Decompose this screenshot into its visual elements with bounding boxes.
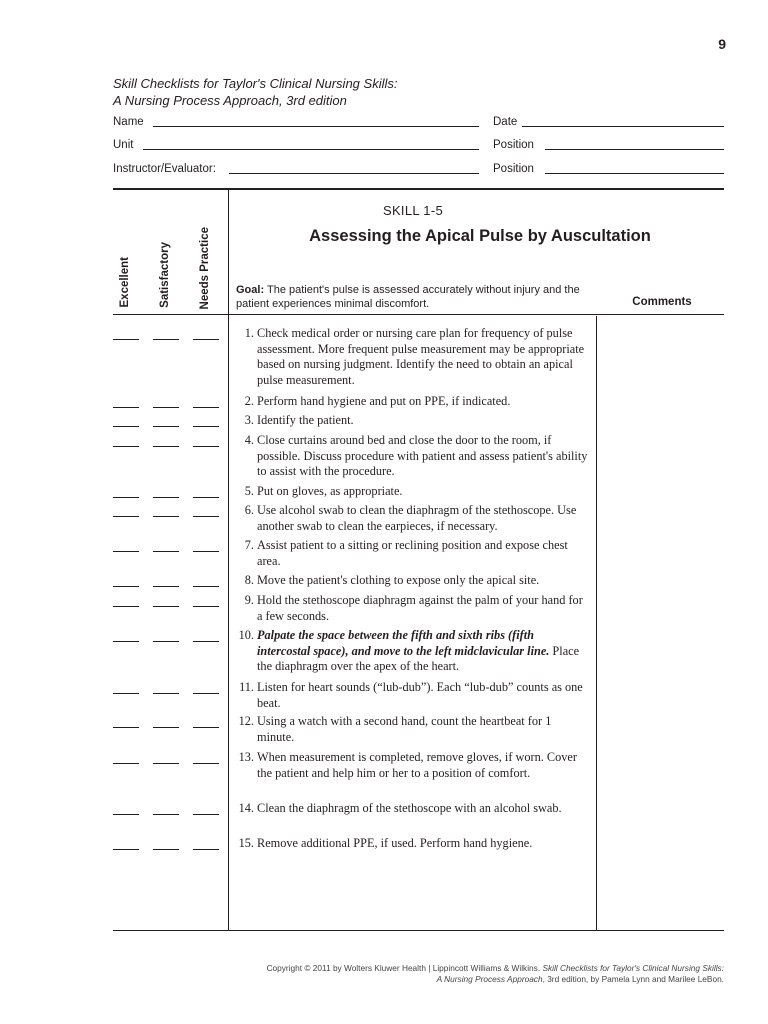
rating-blank-needs-practice[interactable] bbox=[193, 763, 219, 764]
rating-blank-excellent[interactable] bbox=[113, 407, 139, 408]
footer-book-title: Skill Checklists for Taylor's Clinical Nursing Skills: bbox=[542, 963, 724, 973]
rating-blank-needs-practice[interactable] bbox=[193, 814, 219, 815]
rating-blank-satisfactory[interactable] bbox=[153, 446, 179, 447]
instructor-label: Instructor/Evaluator: bbox=[113, 163, 216, 175]
rating-blank-needs-practice[interactable] bbox=[193, 407, 219, 408]
rating-blank-needs-practice[interactable] bbox=[193, 516, 219, 517]
step-item bbox=[232, 750, 590, 781]
step-number: 11. bbox=[239, 680, 254, 694]
step-text: When measurement is completed, remove gloves, if worn. Cover the patient and help him or her to a position of comfort. bbox=[257, 750, 577, 780]
skill-number: SKILL 1-5 bbox=[382, 203, 444, 218]
step-number: 1. bbox=[244, 326, 254, 340]
step-text: Using a watch with a second hand, count the heartbeat for 1 minute. bbox=[257, 714, 552, 744]
step-item bbox=[232, 836, 590, 852]
step-item bbox=[232, 680, 590, 711]
goal-label: Goal: bbox=[236, 284, 265, 296]
step-number: 4. bbox=[244, 433, 254, 447]
rating-blank-satisfactory[interactable] bbox=[153, 426, 179, 427]
footer-subtitle: A Nursing Process Approach bbox=[436, 974, 543, 984]
rating-blank-needs-practice[interactable] bbox=[193, 849, 219, 850]
rating-blank-needs-practice[interactable] bbox=[193, 446, 219, 447]
step-text: Check medical order or nursing care plan for frequency of pulse assessment. More frequent pulse measurement may be appropriate based on nursing judgment. Identify the need to obtain an apical pulse measurement. bbox=[257, 326, 585, 387]
step-text: Close curtains around bed and close the door to the room, if possible. Discuss procedure with patient and assess patient's ability to assist with the procedure. bbox=[257, 433, 588, 479]
rating-blank-satisfactory[interactable] bbox=[153, 516, 179, 517]
position-label-2: Position bbox=[493, 163, 534, 175]
step-number: 7. bbox=[244, 538, 254, 552]
step-text-rest: Place the diaphragm over the apex of the heart. bbox=[257, 643, 580, 674]
rating-blank-excellent[interactable] bbox=[113, 641, 139, 642]
rating-blank-excellent[interactable] bbox=[113, 551, 139, 552]
step-item bbox=[232, 714, 590, 745]
rating-blank-satisfactory[interactable] bbox=[153, 693, 179, 694]
rating-blank-excellent[interactable] bbox=[113, 763, 139, 764]
step-text: Perform hand hygiene and put on PPE, if indicated. bbox=[257, 394, 511, 408]
rating-blank-satisfactory[interactable] bbox=[153, 727, 179, 728]
table-bottom-rule bbox=[113, 930, 724, 931]
rating-blank-excellent[interactable] bbox=[113, 606, 139, 607]
step-emphasis: Palpate the space between the fifth and sixth ribs (fifth intercostal space), and move to the left midclavicular line. bbox=[257, 628, 550, 658]
step-item bbox=[232, 538, 590, 569]
step-text: Move the patient's clothing to expose only the apical site. bbox=[257, 573, 540, 587]
step-text: Listen for heart sounds (“lub-dub”). Each “lub-dub” counts as one beat. bbox=[257, 680, 583, 710]
step-number: 8. bbox=[244, 573, 254, 587]
rating-blank-excellent[interactable] bbox=[113, 814, 139, 815]
step-item bbox=[232, 801, 590, 817]
rating-blank-satisfactory[interactable] bbox=[153, 849, 179, 850]
step-number: 5. bbox=[244, 484, 254, 498]
step-text: Clean the diaphragm of the stethoscope with an alcohol swab. bbox=[257, 801, 562, 815]
rating-blank-excellent[interactable] bbox=[113, 727, 139, 728]
footer-line1 bbox=[267, 963, 724, 974]
rating-blank-excellent[interactable] bbox=[113, 426, 139, 427]
footer-line2 bbox=[267, 974, 724, 985]
rating-blank-needs-practice[interactable] bbox=[193, 426, 219, 427]
table-divider-right bbox=[596, 316, 597, 930]
rating-blank-satisfactory[interactable] bbox=[153, 641, 179, 642]
step-number: 14. bbox=[238, 801, 254, 815]
footer-copyright: Copyright © 2011 by Wolters Kluwer Health | Lippincott Williams & Wilkins. bbox=[266, 963, 543, 973]
step-item bbox=[232, 573, 590, 589]
step-item bbox=[232, 503, 590, 534]
rating-blank-needs-practice[interactable] bbox=[193, 586, 219, 587]
rating-blank-needs-practice[interactable] bbox=[193, 727, 219, 728]
rating-blank-satisfactory[interactable] bbox=[153, 814, 179, 815]
step-number: 12. bbox=[238, 714, 254, 728]
page-number: 9 bbox=[718, 36, 726, 52]
rating-blank-satisfactory[interactable] bbox=[153, 763, 179, 764]
step-item bbox=[232, 433, 590, 480]
unit-field[interactable] bbox=[143, 149, 479, 150]
step-number: 15. bbox=[238, 836, 254, 850]
date-label: Date bbox=[493, 116, 518, 128]
step-text bbox=[257, 628, 590, 675]
rating-blank-satisfactory[interactable] bbox=[153, 551, 179, 552]
step-text: Remove additional PPE, if used. Perform hand hygiene. bbox=[257, 836, 533, 850]
table-header-rule bbox=[113, 314, 724, 315]
step-item bbox=[232, 394, 590, 410]
position-field-2[interactable] bbox=[545, 173, 724, 174]
rating-blank-needs-practice[interactable] bbox=[193, 551, 219, 552]
rating-blank-needs-practice[interactable] bbox=[193, 641, 219, 642]
rating-blank-satisfactory[interactable] bbox=[153, 586, 179, 587]
rating-blank-excellent[interactable] bbox=[113, 446, 139, 447]
rating-blank-needs-practice[interactable] bbox=[193, 497, 219, 498]
step-item bbox=[232, 413, 590, 429]
column-satisfactory: Satisfactory bbox=[159, 242, 171, 308]
rating-blank-excellent[interactable] bbox=[113, 693, 139, 694]
rating-blank-needs-practice[interactable] bbox=[193, 693, 219, 694]
step-text: Use alcohol swab to clean the diaphragm of the stethoscope. Use another swab to clean the earpieces, if necessary. bbox=[257, 503, 577, 533]
step-item bbox=[232, 628, 590, 675]
rating-blank-excellent[interactable] bbox=[113, 586, 139, 587]
step-number: 10. bbox=[238, 628, 254, 642]
rating-blank-satisfactory[interactable] bbox=[153, 339, 179, 340]
comments-header: Comments bbox=[632, 296, 692, 308]
name-label: Name bbox=[113, 116, 144, 128]
table-top-rule bbox=[113, 188, 724, 190]
step-number: 3. bbox=[244, 413, 254, 427]
step-number: 2. bbox=[244, 394, 254, 408]
position-field-1[interactable] bbox=[545, 149, 724, 150]
column-needs-practice: Needs Practice bbox=[199, 227, 211, 310]
book-title-line2: A Nursing Process Approach, 3rd edition bbox=[113, 93, 347, 108]
copyright-footer bbox=[267, 963, 724, 985]
skill-title: Assessing the Apical Pulse by Auscultation bbox=[309, 227, 651, 245]
rating-blank-excellent[interactable] bbox=[113, 849, 139, 850]
step-item bbox=[232, 593, 590, 624]
rating-blank-needs-practice[interactable] bbox=[193, 339, 219, 340]
goal-text: The patient's pulse is assessed accurately without injury and the patient experiences minimal discomfort. bbox=[236, 284, 580, 310]
table-divider-left bbox=[228, 190, 229, 930]
step-text: Hold the stethoscope diaphragm against the palm of your hand for a few seconds. bbox=[257, 593, 583, 623]
step-number: 13. bbox=[238, 750, 254, 764]
position-label-1: Position bbox=[493, 139, 534, 151]
step-text: Put on gloves, as appropriate. bbox=[257, 484, 403, 498]
step-number: 6. bbox=[244, 503, 254, 517]
book-title bbox=[113, 75, 397, 109]
rating-blank-excellent[interactable] bbox=[113, 339, 139, 340]
name-field[interactable] bbox=[153, 126, 479, 127]
rating-blank-needs-practice[interactable] bbox=[193, 606, 219, 607]
unit-label: Unit bbox=[113, 139, 134, 151]
step-number: 9. bbox=[244, 593, 254, 607]
step-text: Assist patient to a sitting or reclining position and expose chest area. bbox=[257, 538, 568, 568]
instructor-field[interactable] bbox=[229, 173, 479, 174]
rating-blank-satisfactory[interactable] bbox=[153, 407, 179, 408]
column-excellent: Excellent bbox=[119, 257, 131, 308]
rating-blank-excellent[interactable] bbox=[113, 516, 139, 517]
skill-goal bbox=[236, 283, 596, 311]
step-item bbox=[232, 484, 590, 500]
book-title-line1: Skill Checklists for Taylor's Clinical Nursing Skills: bbox=[113, 76, 398, 91]
step-text: Identify the patient. bbox=[257, 413, 354, 427]
rating-blank-satisfactory[interactable] bbox=[153, 497, 179, 498]
date-field[interactable] bbox=[522, 126, 724, 127]
footer-edition: , 3rd edition, by Pamela Lynn and Marilee LeBon. bbox=[542, 974, 724, 984]
rating-blank-satisfactory[interactable] bbox=[153, 606, 179, 607]
step-item bbox=[232, 326, 590, 388]
rating-blank-excellent[interactable] bbox=[113, 497, 139, 498]
